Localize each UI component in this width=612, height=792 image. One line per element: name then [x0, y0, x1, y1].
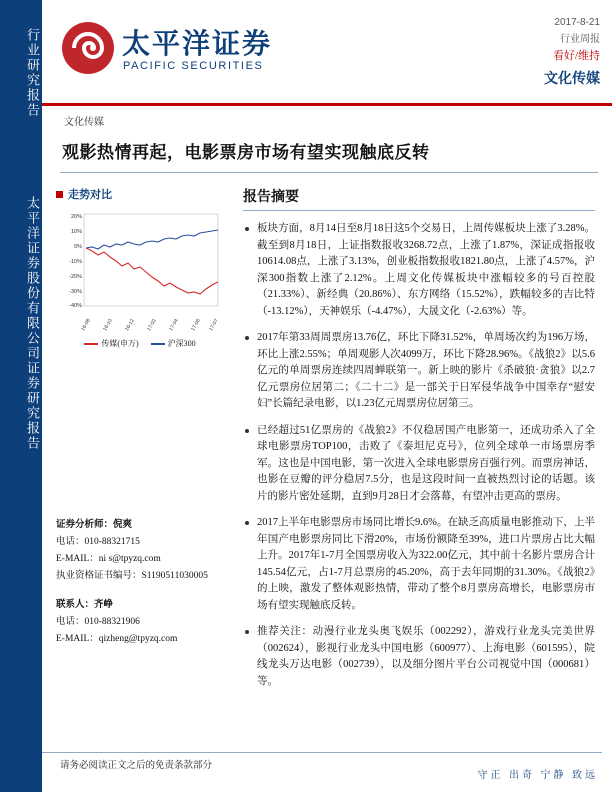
logo-text-en: PACIFIC SECURITIES — [123, 60, 264, 72]
abstract-bullet-list — [243, 221, 595, 690]
legend-label-1: 沪深300 — [167, 339, 196, 348]
analyst-license: 执业资格证书编号：S1190511030005 — [56, 571, 208, 581]
list-item: 已经超过51亿票房的《战狼2》不仅稳居国产电影第一，还成功杀入了全球电影票房TOP100，击败了《泰坦尼克号》，位列全球单一市场票房季军。这也是中国电影，第一次进入全球电影票房百强行列。而票房神话，也影在豆瓣的评分稳居7.5分，也是这段时间一直被热烈讨论的话题。该片的影片密处延期，直到9月28日才会落幕，有望冲击更高的票房。 — [243, 423, 595, 506]
bullet-square-icon — [56, 191, 63, 198]
left-column — [56, 186, 224, 660]
header-meta — [544, 14, 600, 88]
sector-subtitle: 文化传媒 — [64, 117, 104, 128]
svg-text:10%: 10% — [70, 229, 82, 235]
document-header — [42, 0, 612, 102]
sidebar-label-research-report: 行业研究报告 — [25, 28, 40, 118]
svg-text:17-06: 17-06 — [190, 318, 202, 333]
logo-text-cn: 太平洋证券 — [122, 29, 273, 60]
svg-text:0%: 0% — [74, 244, 82, 250]
list-item: 推荐关注：动漫行业龙头奥飞娱乐（002292），游戏行业龙头完美世界（002624），影视行业龙头中国电影（600977）、上海电影（601595），院线龙头万达电影（002739），以及细分图片平台公司视觉中国（000681）等。 — [243, 624, 595, 690]
footer-motto: 守正 出奇 宁静 致远 — [477, 770, 598, 781]
analyst-email: E-MAIL：ni s@tpyzq.com — [56, 554, 161, 564]
contact-email: E-MAIL：qizheng@tpyzq.com — [56, 634, 178, 644]
legend-item-1 — [151, 338, 196, 349]
svg-text:-10%: -10% — [69, 259, 82, 265]
contact-name: 联系人：齐峥 — [56, 600, 114, 610]
svg-text:-40%: -40% — [69, 303, 82, 309]
brand-logo — [60, 18, 360, 82]
page-title: 观影热情再起，电影票房市场有望实现触底反转 — [62, 143, 430, 162]
footer-disclaimer: 请务必阅读正文之后的免责条款部分 — [60, 761, 213, 771]
svg-text:17-02: 17-02 — [146, 318, 158, 333]
svg-text:20%: 20% — [70, 214, 82, 220]
trend-section-heading — [56, 186, 224, 202]
svg-text:-20%: -20% — [69, 274, 82, 280]
left-sidebar-band — [0, 0, 42, 792]
legend-item-0 — [84, 338, 138, 349]
report-date: 2017-8-21 — [554, 17, 600, 28]
list-item: 2017年第33周周票房13.76亿，环比下降31.52%，单周场次约为196万场，环比上涨2.55%；单周观影人次4099万，环比下降28.96%。《战狼2》以5.6亿元的单周票房连续四周蝉联第一。新上映的影片《杀破狼·贪狼》以2.7亿元票房位居第二；《二十二》是一部关于日军侵华战争中国幸存“慰安妇”长篇纪录电影，以1.23亿元周票房位居第三。 — [243, 330, 595, 413]
svg-text:16-12: 16-12 — [124, 318, 136, 333]
legend-label-0: 传媒(申万) — [101, 339, 139, 348]
analyst-phone: 电话：010-88321715 — [56, 537, 140, 547]
trend-heading-label: 走势对比 — [68, 189, 112, 201]
svg-text:16-10: 16-10 — [102, 318, 114, 333]
right-column — [243, 186, 595, 700]
analyst-info — [56, 517, 224, 648]
rating-badge: 看好/维持 — [552, 50, 600, 62]
svg-text:16-08: 16-08 — [80, 318, 92, 333]
list-item: 板块方面，8月14日至8月18日这5个交易日，上周传媒板块上涨了3.28%。截至到8月18日，上证指数报收3268.72点，上涨了1.87%，深证成指报收10614.08点，上涨了3.13%，创业板指数报收1821.80点，上涨了4.57%，沪深300指数上涨了2.12%。上周文化传媒板块中涨幅较多的号百控股（21.33%）、新经典（20.86%）、东方网络（15.52%），跌幅较多的吉比特（-13.12%），天神娱乐（-4.47%），大晟文化（-2.63%）等。 — [243, 221, 595, 320]
title-divider — [60, 172, 598, 173]
pacific-securities-logo-icon — [60, 20, 116, 76]
contact-block — [56, 597, 224, 648]
contact-phone: 电话：010-88321906 — [56, 617, 140, 627]
sector-name: 文化传媒 — [544, 72, 600, 87]
svg-text:17-07: 17-07 — [208, 318, 220, 333]
footer-divider — [42, 752, 602, 753]
svg-text:17-04: 17-04 — [168, 318, 180, 333]
trend-chart-svg — [56, 208, 224, 336]
trend-chart — [56, 208, 224, 336]
header-divider — [42, 103, 612, 106]
abstract-divider — [243, 210, 595, 211]
sidebar-label-company: 太平洋证券股份有限公司证券研究报告 — [25, 196, 40, 451]
abstract-heading: 报告摘要 — [243, 190, 299, 205]
report-type: 行业周报 — [560, 34, 600, 45]
analyst-name: 证券分析师：倪爽 — [56, 520, 133, 530]
svg-text:-30%: -30% — [69, 289, 82, 295]
analyst-block — [56, 517, 224, 585]
chart-legend — [56, 338, 224, 349]
list-item: 2017上半年电影票房市场同比增长9.6%。在缺乏高质量电影推动下，上半年国产电影票房同比下滑20%，市场份额降至39%，进口片票房占比大幅上升。2017年1-7月全国票房收入为322.00亿元，其中前十名影片票房合计145.54亿元，占1-7月总票房的45.20%，高于去年同期的31.30%。《战狼2》的上映，激发了整体观影热情，带动了整个8月票房高增长，电影票房市场有望实现触底反转。 — [243, 515, 595, 614]
